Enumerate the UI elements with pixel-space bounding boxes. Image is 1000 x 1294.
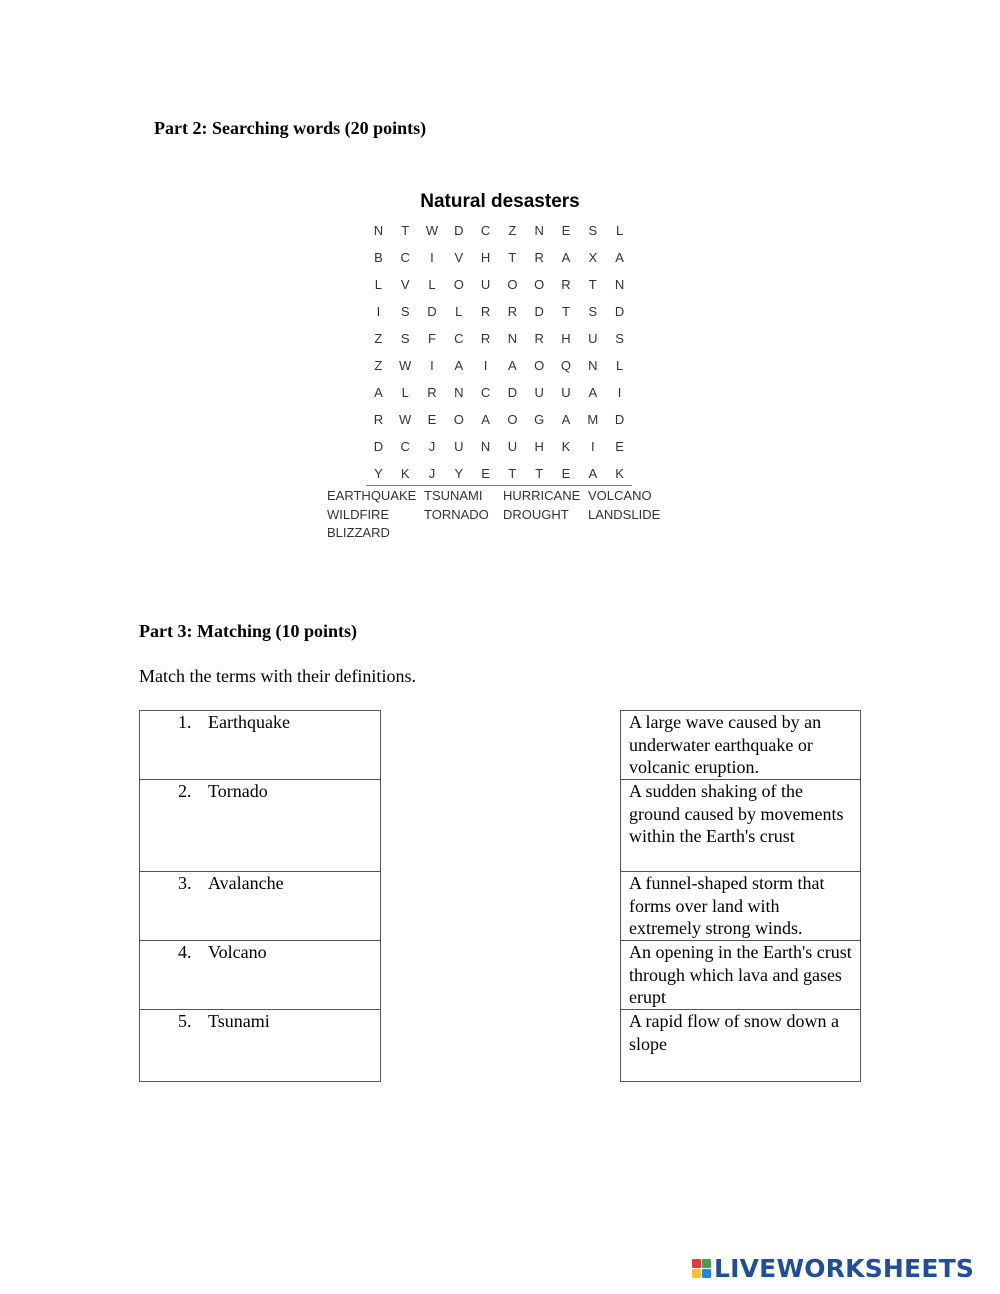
word-bank-item: TORNADO [424,506,489,522]
grid-letter[interactable]: T [588,277,597,292]
part3-heading: Part 3: Matching (10 points) [139,621,357,641]
grid-letter[interactable]: N [507,331,518,346]
grid-letter[interactable]: L [428,277,436,292]
grid-letter[interactable]: K [615,466,624,481]
grid-letter[interactable]: U [507,439,518,454]
logo-blocks-icon [692,1259,711,1278]
grid-letter[interactable]: F [428,331,436,346]
term-number: 3. [178,873,192,893]
grid-letter[interactable]: U [480,277,491,292]
definition-cell[interactable]: A funnel-shaped storm that forms over land with extremely strong winds. [621,872,861,941]
grid-letter[interactable]: O [534,358,545,373]
grid-row [365,460,633,487]
table-row [621,872,861,941]
grid-letter[interactable]: I [430,250,434,265]
grid-letter[interactable]: N [534,223,544,238]
grid-letter[interactable]: J [428,439,436,454]
grid-letter[interactable]: E [561,223,571,238]
grid-letter[interactable]: G [534,412,545,427]
term-number: 1. [178,712,192,732]
grid-letter[interactable]: R [480,331,491,346]
grid-letter[interactable]: D [454,223,464,238]
grid-letter[interactable]: B [374,250,383,265]
grid-row [365,298,633,325]
table-row [140,1010,381,1082]
term-number: 5. [178,1011,192,1031]
grid-letter[interactable]: U [588,331,598,346]
grid-letter[interactable]: S [588,223,598,238]
term-label: Earthquake [208,712,290,732]
grid-letter[interactable]: Z [374,358,383,373]
instruction-text: Match the terms with their definitions. [139,666,416,686]
grid-letter[interactable]: A [615,250,624,265]
grid-letter[interactable]: A [454,358,464,373]
grid-letter[interactable]: D [614,304,625,319]
grid-letter[interactable]: L [615,223,624,238]
grid-letter[interactable]: O [507,412,518,427]
table-row [140,711,381,780]
term-cell[interactable] [140,872,381,941]
grid-row [365,325,633,352]
word-bank-row [327,488,687,507]
grid-letter[interactable]: W [425,223,439,238]
grid-letter[interactable]: V [454,250,464,265]
grid-letter[interactable]: U [534,385,544,400]
grid-letter[interactable]: R [373,412,384,427]
grid-letter[interactable]: E [481,466,490,481]
grid-letter[interactable]: D [427,304,437,319]
grid-letter[interactable]: S [615,331,624,346]
grid-letter[interactable]: A [588,466,598,481]
grid-letter[interactable]: C [480,223,491,238]
grid-letter[interactable]: D [507,385,518,400]
grid-letter[interactable]: I [590,439,595,454]
definition-cell[interactable]: A large wave caused by an underwater earthquake or volcanic eruption. [621,711,861,780]
word-bank-item: DROUGHT [503,506,569,522]
grid-letter[interactable]: D [614,412,625,427]
grid-letter[interactable]: R [480,304,491,319]
grid-letter[interactable]: E [427,412,437,427]
grid-letter[interactable]: Z [508,223,517,238]
grid-letter[interactable]: T [562,304,570,319]
grid-letter[interactable]: H [534,439,544,454]
grid-letter[interactable]: Z [374,331,383,346]
definition-cell[interactable]: A rapid flow of snow down a slope [621,1010,861,1082]
grid-letter[interactable]: D [534,304,544,319]
table-row [140,780,381,872]
grid-letter[interactable]: I [430,358,434,373]
grid-letter[interactable]: O [453,277,464,292]
grid-letter[interactable]: U [454,439,464,454]
grid-letter[interactable]: K [561,439,571,454]
grid-row [365,352,633,379]
grid-letter[interactable]: N [588,358,598,373]
grid-row [365,379,633,406]
term-cell[interactable] [140,1010,381,1082]
grid-letter[interactable]: R [427,385,437,400]
word-bank-item: TSUNAMI [424,488,483,503]
term-number: 2. [178,781,192,801]
term-cell[interactable] [140,780,381,872]
grid-letter[interactable]: Q [560,358,572,373]
logo-block [702,1269,711,1278]
puzzle-title: Natural desasters [420,191,580,212]
grid-letter[interactable]: S [588,304,598,319]
term-label: Avalanche [208,873,284,893]
word-bank-item: VOLCANO [588,488,652,503]
table-row [621,941,861,1010]
grid-letter[interactable]: W [399,358,412,373]
table-row [140,941,381,1010]
grid-letter[interactable]: V [400,277,410,292]
logo-block [702,1259,711,1268]
term-label: Volcano [208,942,267,962]
grid-letter[interactable]: A [481,412,490,427]
grid-letter[interactable]: R [507,304,518,319]
grid-letter[interactable]: A [561,412,571,427]
grid-letter[interactable]: A [561,250,571,265]
grid-letter[interactable]: Y [454,466,464,481]
liveworksheets-logo [692,1254,974,1283]
grid-row [365,271,633,298]
grid-row [365,244,633,271]
term-number: 4. [178,942,192,962]
grid-letter[interactable]: H [561,331,571,346]
term-label: Tornado [208,781,268,801]
terms-table [139,710,381,1082]
grid-letter[interactable]: S [400,304,410,319]
word-bank-item: LANDSLIDE [588,506,661,522]
grid-letter[interactable]: H [480,250,491,265]
grid-letter[interactable]: A [508,358,517,373]
table-row [621,711,861,780]
grid-letter[interactable]: C [454,331,464,346]
grid-letter[interactable]: T [508,466,517,481]
word-bank-row [327,507,687,526]
term-label: Tsunami [208,1011,270,1031]
table-row [621,1010,861,1082]
grid-letter[interactable]: R [534,250,544,265]
term-cell[interactable] [140,711,381,780]
grid-row [365,406,633,433]
grid-letter[interactable]: O [507,277,518,292]
grid-letter[interactable]: M [587,412,599,427]
grid-letter[interactable]: T [401,223,410,238]
word-bank-item: WILDFIRE [327,506,390,522]
grid-letter[interactable]: I [483,358,488,373]
grid-letter[interactable]: J [428,466,436,481]
definition-cell[interactable]: A sudden shaking of the ground caused by movements within the Earth's crust [621,780,861,872]
logo-block [692,1259,701,1268]
grid-letter[interactable]: T [508,250,517,265]
grid-letter[interactable]: L [455,304,463,319]
logo-text: LIVEWORKSHEETS [714,1254,975,1283]
grid-row [365,217,633,244]
grid-letter[interactable]: O [453,412,464,427]
grid-letter[interactable]: E [561,466,571,481]
grid-letter[interactable]: L [374,277,383,292]
grid-letter[interactable]: N [480,439,491,454]
term-cell[interactable] [140,941,381,1010]
grid-letter[interactable]: A [374,385,383,400]
grid-letter[interactable]: A [588,385,598,400]
grid-letter[interactable]: K [400,466,410,481]
grid-letter[interactable]: S [400,331,410,346]
grid-letter[interactable]: C [400,250,410,265]
grid-letter[interactable]: I [376,304,381,319]
grid-letter[interactable]: Y [374,466,383,481]
logo-block [692,1269,701,1278]
table-row [140,872,381,941]
grid-letter[interactable]: W [399,412,412,427]
definitions-table [620,710,861,1082]
grid-letter[interactable]: R [534,331,544,346]
grid-row [365,433,633,460]
table-row [621,780,861,872]
grid-letter[interactable]: C [400,439,410,454]
word-bank [327,488,687,544]
grid-letter[interactable]: T [535,466,544,481]
grid-letter[interactable]: C [480,385,491,400]
grid-letter[interactable]: N [454,385,464,400]
definition-cell[interactable]: An opening in the Earth's crust through which lava and gases erupt [621,941,861,1010]
grid-letter[interactable]: D [373,439,384,454]
part2-heading: Part 2: Searching words (20 points) [154,118,427,138]
grid-letter[interactable]: L [615,358,624,373]
grid-letter[interactable]: R [561,277,571,292]
grid-letter[interactable]: L [401,385,409,400]
word-bank-item: HURRICANE [503,488,581,503]
grid-letter[interactable]: E [615,439,624,454]
grid-divider [366,485,632,486]
grid-letter[interactable]: N [373,223,384,238]
word-bank-row [327,525,687,544]
grid-letter[interactable]: N [614,277,625,292]
grid-letter[interactable]: O [534,277,545,292]
grid-letter[interactable]: X [588,250,598,265]
word-search-grid [365,217,633,487]
word-bank-item: BLIZZARD [327,525,390,540]
word-bank-item: EARTHQUAKE [327,488,417,503]
grid-letter[interactable]: U [561,385,571,400]
grid-letter[interactable]: I [617,385,622,400]
